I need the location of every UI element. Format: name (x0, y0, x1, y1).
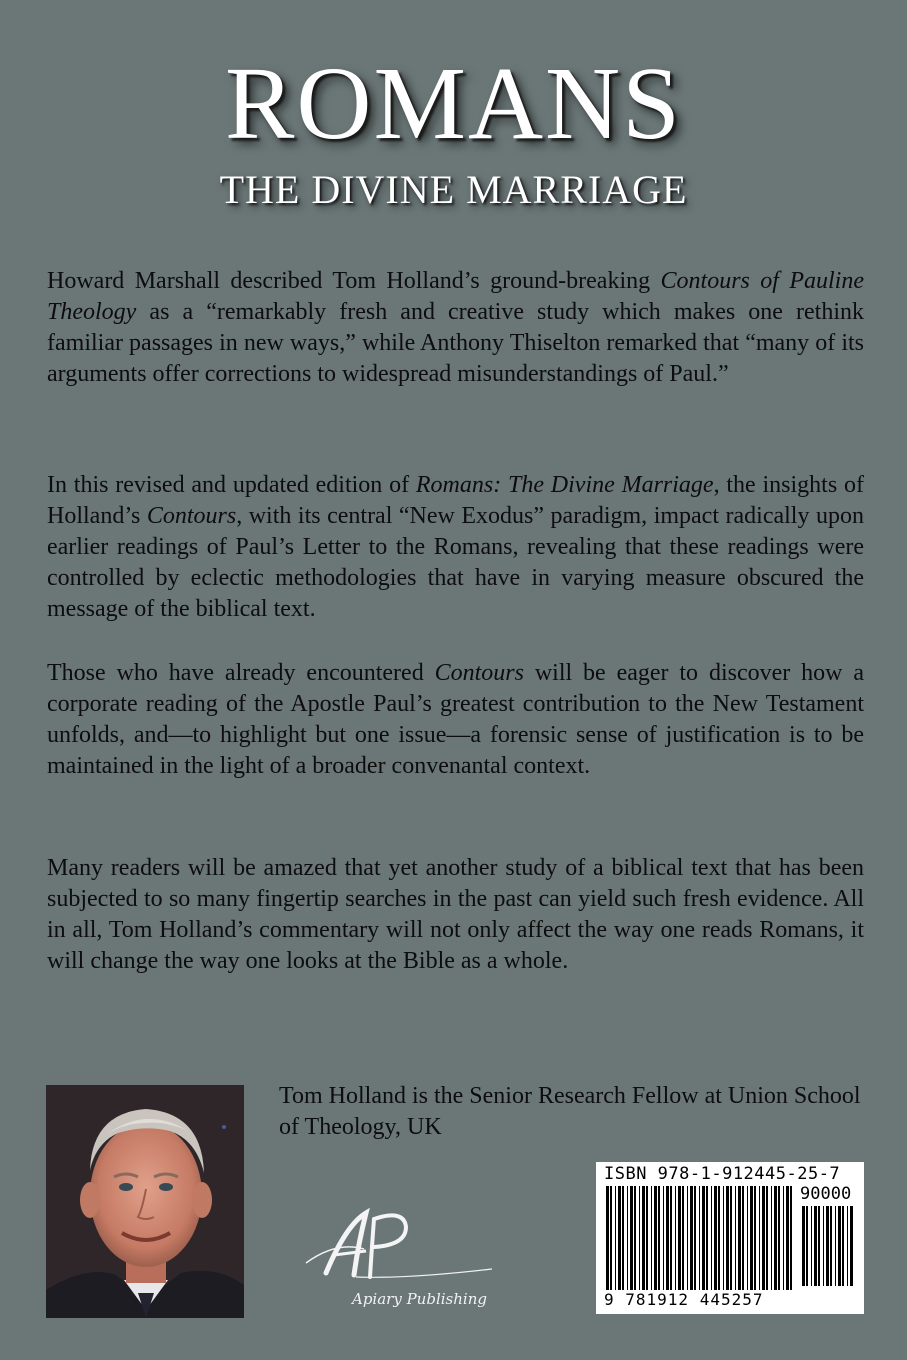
barcode-bar (639, 1186, 640, 1290)
barcode-bar (830, 1206, 832, 1286)
barcode-bar (714, 1186, 717, 1290)
barcode-bar (742, 1186, 744, 1290)
barcode-bar (699, 1186, 700, 1290)
price-barcode-bars-icon (800, 1206, 856, 1286)
barcode-bar (735, 1186, 736, 1290)
barcode-bar (630, 1186, 633, 1290)
barcode-bar (687, 1186, 688, 1290)
blurb-text: In this revised and updated edition of (47, 472, 416, 498)
book-subtitle: THE DIVINE MARRIAGE (219, 167, 688, 212)
barcode-bar (651, 1186, 652, 1290)
barcode-bar (762, 1186, 765, 1290)
barcode-bar (838, 1206, 841, 1286)
barcode-bar (706, 1186, 708, 1290)
price-code: 90000 (800, 1184, 852, 1204)
barcode-bar (723, 1186, 724, 1290)
author-photo (46, 1085, 244, 1318)
isbn-barcode (596, 1162, 864, 1314)
barcode-bar (730, 1186, 732, 1290)
book-title: ROMANS (225, 46, 682, 161)
barcode-bar (783, 1186, 784, 1290)
barcode-bar (690, 1186, 693, 1290)
barcode-bar (759, 1186, 760, 1290)
barcode-bar (658, 1186, 660, 1290)
barcode-bar (622, 1186, 624, 1290)
author-bio: Tom Holland is the Senior Research Fellow at Union School of Theology, UK (279, 1083, 861, 1140)
barcode-bar (615, 1186, 616, 1290)
barcode-bar (718, 1186, 720, 1290)
blurb-italic-title: Romans: The Divine Marriage (415, 472, 714, 498)
barcode-bar (666, 1186, 669, 1290)
barcode-bar (778, 1186, 780, 1290)
blurb-italic-title: Contours (434, 660, 524, 686)
barcode-bar (771, 1186, 772, 1290)
blurb-paragraph-4: Many readers will be amazed that yet another study of a biblical text that has been subjected to so many fingertip searches in the past can yield such fresh evidence. All in all, Tom Holland’s commentary will not only affect the way one reads Romans, it will change the way one looks at the Bible as a whole. (47, 855, 864, 974)
barcode-digits: 9 781912 445257 (604, 1290, 764, 1309)
blurb-text: Those who have already encountered (47, 660, 435, 686)
barcode-bar (606, 1186, 609, 1290)
barcode-bar (678, 1186, 681, 1290)
barcode-bar (682, 1186, 684, 1290)
blurb-paragraph-1 (47, 266, 864, 390)
barcode-bar (818, 1206, 820, 1286)
blurb-text: Howard Marshall described Tom Holland’s ground-breaking (47, 268, 661, 294)
blurb-text: as a “remarkably fresh and creative study which makes one rethink familiar passages in new ways,” while Anthony Thiselton remarked that “many of its arguments offer corrections to widespread misunderstandings of Paul.” (47, 299, 864, 387)
barcode-bar (850, 1206, 853, 1286)
blurb-italic-title: Contours (146, 503, 237, 529)
blurb-text: , with its central “New Exodus” paradigm, impact radically upon earlier readings of Paul’s Letter to the Romans, revealing that these readings were controlled by eclectic methodologies that have in varying measure obscured the message of the biblical text. (47, 503, 864, 622)
barcode-bar (774, 1186, 777, 1290)
barcode-bar (835, 1206, 836, 1286)
barcode-bar (747, 1186, 748, 1290)
barcode-bar (754, 1186, 756, 1290)
isbn-label: ISBN 978-1-912445-25-7 (604, 1164, 841, 1184)
barcode-bars-icon (604, 1186, 794, 1290)
publisher-name: Apiary Publishing (352, 1290, 487, 1308)
barcode-bar (694, 1186, 696, 1290)
barcode-bar (634, 1186, 636, 1290)
barcode-bar (814, 1206, 817, 1286)
barcode-bar (642, 1186, 645, 1290)
barcode-bar (675, 1186, 676, 1290)
barcode-bar (670, 1186, 672, 1290)
barcode-bar (618, 1186, 621, 1290)
barcode-bar (627, 1186, 628, 1290)
barcode-bar (811, 1206, 812, 1286)
blurb-paragraph-2 (47, 470, 864, 625)
barcode-bar (802, 1206, 805, 1286)
barcode-bar (806, 1206, 808, 1286)
barcode-bar (826, 1206, 829, 1286)
barcode-bar (711, 1186, 712, 1290)
blurb-paragraph-3 (47, 658, 864, 782)
barcode-bar (726, 1186, 729, 1290)
barcode-bar (702, 1186, 705, 1290)
barcode-bar (790, 1186, 792, 1290)
blurb-text: will be eager to discover how a corporate reading of the Apostle Paul’s greatest contribution to the New Testament unfolds, and—to highlight but one issue—a forensic sense of justification is to be maintained in the light of a broader convenantal context. (47, 660, 864, 779)
blurb-italic-title: Contours of Pauline Theology (47, 268, 864, 325)
barcode-bar (610, 1186, 612, 1290)
barcode-bar (842, 1206, 844, 1286)
barcode-bar (847, 1206, 848, 1286)
barcode-bar (663, 1186, 664, 1290)
barcode-bar (654, 1186, 657, 1290)
barcode-bar (738, 1186, 741, 1290)
blurb-text: , the insights of Holland’s (47, 472, 864, 529)
author-portrait-icon (46, 1085, 244, 1318)
barcode-bar (823, 1206, 824, 1286)
barcode-bar (750, 1186, 753, 1290)
barcode-bar (766, 1186, 768, 1290)
barcode-bar (786, 1186, 789, 1290)
barcode-bar (646, 1186, 648, 1290)
